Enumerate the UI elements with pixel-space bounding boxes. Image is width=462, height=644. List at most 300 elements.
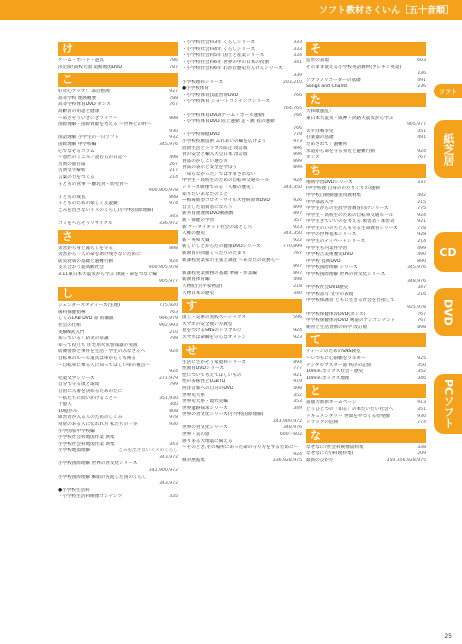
entry-title: 世界・美の旅 xyxy=(182,432,210,438)
index-entry xyxy=(306,414,426,421)
entry-title: 中学生・高校生のための自転車交通ルール xyxy=(182,178,270,184)
entry-title: ●小学校体育 xyxy=(182,86,209,92)
index-entry xyxy=(58,369,178,376)
index-entry xyxy=(182,277,302,284)
index-entry xyxy=(58,468,178,475)
entry-page: 210 xyxy=(169,329,178,335)
entry-title: 中学校自動動運実用教材集 xyxy=(306,192,362,198)
index-entry xyxy=(182,192,302,199)
entry-page: 491 xyxy=(417,135,426,141)
entry-page: 921 xyxy=(293,372,302,378)
index-entry xyxy=(306,458,426,465)
index-entry xyxy=(306,200,426,207)
entry-page: 216 xyxy=(417,291,426,297)
entry-page: 924 xyxy=(169,369,178,375)
entry-title: ティーンのためのSNS教室 xyxy=(306,349,361,355)
entry-title: ・小学校社会科4年 くらしシリーズ xyxy=(182,46,256,52)
tab-cd[interactable]: CD xyxy=(434,232,462,272)
index-entry xyxy=(182,185,302,192)
entry-title: 中学生のいのちとんも守る生命教育シリーズ xyxy=(306,225,398,231)
index-section xyxy=(58,230,178,286)
entry-page: 348,976 xyxy=(407,278,426,284)
index-entry xyxy=(182,335,302,342)
entry-page: 209 xyxy=(417,451,426,457)
index-entry xyxy=(306,445,426,452)
index-section xyxy=(58,73,178,227)
entry-title: 社会の仕組 xyxy=(58,323,81,328)
entry-page: 217 xyxy=(169,168,178,174)
index-entry xyxy=(306,272,426,279)
entry-page: 498 xyxy=(293,385,302,391)
entry-title: 人物日本の歴史 xyxy=(182,290,215,296)
index-entry xyxy=(58,272,178,279)
index-entry xyxy=(58,188,178,195)
entry-page: 973 xyxy=(293,138,302,144)
entry-title: 災害から身と暮らしを守る xyxy=(58,245,114,251)
entry-page: 921 xyxy=(417,219,426,225)
entry-page: 767 xyxy=(417,155,426,161)
entry-title: シリーズ映像でみる「人権の歴史」 xyxy=(182,185,256,191)
entry-title: ドキュメンタリー 世間をやつくる侍発酵 xyxy=(306,413,390,419)
entry-title: ・小学校社会科6年 世界の中の日本の役割 xyxy=(182,59,270,65)
index-entry xyxy=(58,208,178,215)
entry-title: 道徳力新新ホームページ xyxy=(306,400,357,406)
entry-page: 894 xyxy=(293,359,302,365)
index-entry xyxy=(306,239,426,246)
entry-title: 防衛警察と事件を生活・学生のみなさんへ xyxy=(58,349,146,355)
entry-page: 775 xyxy=(417,206,426,212)
index-title: ソフト教材さくいん［五十音順］ xyxy=(318,6,454,16)
index-entry xyxy=(58,461,178,468)
index-entry xyxy=(58,363,178,370)
tab-software[interactable]: ソフト xyxy=(434,84,462,98)
entry-page: 897 xyxy=(293,211,302,217)
index-entry xyxy=(306,180,426,187)
index-entry xyxy=(58,221,178,228)
index-entry xyxy=(306,407,426,414)
entry-title: 水道から命を守る身近と避難行動 xyxy=(306,148,375,154)
entry-page: 766 xyxy=(293,112,302,118)
section-heading: こ xyxy=(58,73,178,87)
entry-title: 生活に生かそう家庭科シリーズ xyxy=(182,359,247,365)
entry-page: 300 xyxy=(169,402,178,408)
index-entry xyxy=(58,429,178,436)
entry-title: 中学校保護者 ともに生きる社会を目指して xyxy=(306,298,395,304)
entry-title: 中学校吉美術歴史DVD xyxy=(306,252,353,258)
index-entry xyxy=(58,109,178,116)
entry-page: 347 xyxy=(417,285,426,291)
entry-page: 925 xyxy=(417,355,426,361)
entry-page: 333 xyxy=(293,46,302,52)
index-entry xyxy=(306,451,426,458)
entry-page: 338 xyxy=(417,444,426,450)
index-entry xyxy=(58,201,178,208)
index-entry xyxy=(58,316,178,323)
entry-page: 897 xyxy=(293,270,302,276)
index-entry xyxy=(58,475,178,482)
entry-title: 中学校書写 文字の表現 xyxy=(306,291,354,297)
entry-page: 898 xyxy=(169,245,178,251)
index-entry xyxy=(306,84,426,91)
entry-title: 小学校国際理解 世界の食文化シリーズ xyxy=(58,461,138,467)
entry-title: ・小学校社会科3年 くらしシリーズ xyxy=(182,40,256,45)
entry-page: 491 xyxy=(417,77,426,83)
entry-title: 新・保健の学習 xyxy=(182,218,215,224)
entry-page: 214 xyxy=(169,174,178,180)
index-entry xyxy=(58,356,178,363)
entry-title: ～意匠のミニル／読む五の日記～ xyxy=(58,155,127,161)
entry-title: ～そのとき,その場所にあった命の守り方をするために～ xyxy=(182,445,299,451)
entry-page: 351 xyxy=(417,128,426,134)
entry-page: 764,765 xyxy=(283,105,302,111)
index-entry xyxy=(58,246,178,253)
entry-title: ・小学校体育 ショートコンテンツシリーズ xyxy=(182,99,271,105)
index-entry xyxy=(306,420,426,427)
entry-title: 食品のかしこい選び方 xyxy=(182,158,228,164)
index-entry xyxy=(182,271,302,278)
entry-page: 492 xyxy=(417,192,426,198)
entry-title: 国語理解 小学生の一日ソフト xyxy=(58,135,120,141)
entry-title: ごみを出さないイメのくらし(小学校国際理解) xyxy=(58,207,154,213)
index-entry xyxy=(58,259,178,266)
index-column-1 xyxy=(58,40,178,503)
index-entry xyxy=(58,488,178,495)
entry-page: 974 xyxy=(169,201,178,207)
entry-title: どうひとつの「知る」の本たいたい社会へ xyxy=(306,406,394,412)
entry-title: 世界の食文化シリーズ(小学校国際理解) xyxy=(182,412,264,418)
entry-title: 人権の歴史 xyxy=(182,231,205,237)
tab-pc-software[interactable]: PCソフト xyxy=(434,374,462,434)
entry-page: 357 xyxy=(293,218,302,224)
entry-title: 「知らなかった」ではすまされない xyxy=(182,171,256,177)
index-entry xyxy=(58,58,178,65)
entry-title: 自分で守る僕と環境 xyxy=(58,382,100,388)
entry-page: 787 xyxy=(169,64,178,70)
entry-page: 923 xyxy=(293,224,302,230)
index-entry xyxy=(58,494,178,501)
entry-page: 335 xyxy=(169,494,178,500)
entry-page: 900,905,978 xyxy=(148,265,178,271)
entry-page: 352 xyxy=(293,392,302,398)
entry-title: 自立した消費者になろう xyxy=(182,204,233,210)
index-entry xyxy=(306,71,426,78)
index-entry xyxy=(58,155,178,162)
index-entry xyxy=(58,162,178,169)
index-entry xyxy=(182,244,302,251)
entry-page: 498 xyxy=(293,277,302,283)
entry-page: 351,930 xyxy=(159,395,178,401)
index-section xyxy=(306,384,426,426)
entry-page: 348,976 xyxy=(283,425,302,431)
entry-title: 小学校社会科地図作業 典集 xyxy=(58,441,115,447)
index-entry xyxy=(182,165,302,172)
section-heading: し xyxy=(58,287,178,301)
entry-page: 600～602 xyxy=(279,432,302,438)
entry-title: 太平洋戦争史 xyxy=(306,128,334,134)
entry-page: 775,920 xyxy=(159,303,178,309)
entry-title: 小学校校旗技術 ふれあいの輪を広げよう xyxy=(182,138,267,144)
index-entry xyxy=(58,376,178,383)
index-entry xyxy=(306,116,426,123)
index-entry xyxy=(306,219,426,226)
entry-title: 実験N武入門 xyxy=(58,329,85,335)
index-entry xyxy=(306,149,426,156)
entry-title: 高等学校体育DVD ダンス xyxy=(58,102,111,108)
entry-title: 中学部落入学 xyxy=(306,199,334,205)
entry-title: 打楽器の基礎 xyxy=(306,135,334,141)
index-entry xyxy=(58,435,178,442)
entry-title: スマホは命綱を守らなオメトン xyxy=(182,334,247,340)
entry-page: 345,976 xyxy=(159,141,178,147)
entry-title: 十億人 xyxy=(58,402,72,408)
index-entry xyxy=(306,318,426,325)
index-entry xyxy=(182,432,302,439)
index-entry xyxy=(182,328,302,335)
index-entry xyxy=(182,93,302,100)
entry-title: 西洋音楽への自分のDVD xyxy=(182,385,234,391)
entry-title: 国際理解 中学校編 xyxy=(58,141,97,147)
index-entry xyxy=(306,363,426,370)
entry-title: 知って役立ち 住宅用火災警報器の実演 xyxy=(58,342,138,348)
entry-page: 349 xyxy=(293,405,302,411)
entry-title: 心でなぞるコラム xyxy=(58,148,95,154)
entry-page: 900,905,978 xyxy=(148,188,178,194)
index-entry xyxy=(306,142,426,149)
entry-page: 352 xyxy=(417,369,426,375)
entry-page: 798 xyxy=(169,336,178,342)
index-entry xyxy=(58,65,178,72)
entry-page: 343 xyxy=(169,441,178,447)
index-entry xyxy=(306,186,426,193)
index-section xyxy=(306,429,426,465)
page-number: 25 xyxy=(444,633,452,640)
index-entry xyxy=(306,213,426,220)
entry-title: 新・英和大蔵 xyxy=(182,237,210,243)
index-entry xyxy=(58,265,178,272)
entry-title: 10min.ボックス社会・歴史 xyxy=(306,369,364,375)
index-entry xyxy=(58,330,178,337)
entry-title: 国際理解・国際貢献を考える ～世界との絆～ xyxy=(58,122,152,128)
index-entry xyxy=(58,214,178,221)
index-section xyxy=(182,344,302,466)
entry-page: 905,977 xyxy=(407,122,426,128)
entry-title: 中学生・高校生のための自転車交通ルール xyxy=(306,212,394,218)
index-entry xyxy=(182,238,302,245)
index-entry xyxy=(306,58,426,65)
entry-title: 性の多様性とLGBTQ xyxy=(182,379,226,385)
entry-title: 10min.ボックス地理 xyxy=(306,375,350,381)
entry-page: 774 xyxy=(417,420,426,426)
entry-page: 898 xyxy=(417,324,426,330)
index-column-2 xyxy=(182,40,302,467)
entry-title: 感り来る大地震に備える xyxy=(182,438,233,444)
index-entry xyxy=(182,264,302,271)
index-entry xyxy=(58,122,178,129)
index-entry xyxy=(182,60,302,67)
index-entry xyxy=(306,78,426,85)
entry-title: スマホの安全使い方教室 xyxy=(182,321,233,327)
entry-title: 中学校 技術DVD xyxy=(306,258,341,264)
entry-page: 271,979 xyxy=(159,375,178,381)
index-entry xyxy=(182,119,302,126)
entry-page: 996,979 xyxy=(159,316,178,322)
index-entry xyxy=(306,246,426,253)
index-section xyxy=(182,299,302,341)
index-entry xyxy=(182,53,302,60)
entry-title: 図工・美術の実践ペーシックス xyxy=(182,315,247,321)
entry-title: ダンス xyxy=(306,155,320,161)
index-entry xyxy=(182,66,302,73)
entry-page: 346 xyxy=(417,375,426,381)
entry-title: 知りたいあなたのこと xyxy=(182,191,228,197)
tab-kamishibai[interactable]: 紙芝居 xyxy=(434,120,462,178)
index-entry xyxy=(58,175,178,182)
entry-page: 770,899 xyxy=(283,244,302,250)
entry-title: 世界史大系 xyxy=(182,392,205,398)
entry-title: 歯科保健指導 xyxy=(58,309,86,315)
entry-title: 自転車のルール道具は車からくも関る xyxy=(58,355,137,361)
index-section xyxy=(306,333,426,382)
entry-title: 朝食と生活習慣の科学 改訂版 xyxy=(306,324,368,330)
entry-title: 地域学習DVDシリーズ xyxy=(306,179,353,185)
entry-page: 344,350 xyxy=(283,231,302,237)
index-entry xyxy=(182,445,302,452)
entry-page: 905,977 xyxy=(159,278,178,284)
index-entry xyxy=(58,135,178,142)
index-entry xyxy=(182,99,302,106)
index-section xyxy=(58,287,178,501)
index-entry xyxy=(306,193,426,200)
entry-title: 小学校理科シリーズ xyxy=(182,79,224,85)
entry-title: ～自転車に乗る人に知ってほしい車の視点～ xyxy=(58,362,150,368)
entry-page: 499 xyxy=(417,245,426,251)
entry-title: 新 ケータイネット社会の落とし穴 xyxy=(182,224,253,230)
entry-page: 344,350 xyxy=(283,185,302,191)
entry-title: 児童文学シリーズ xyxy=(58,375,95,381)
index-entry xyxy=(58,303,178,310)
index-entry xyxy=(306,285,426,292)
entry-title: 中学校社会DVD歴史 xyxy=(306,285,349,291)
entry-page: 992,993 xyxy=(159,323,178,328)
entry-title: 高齢者の用語と健康 xyxy=(58,108,100,114)
entry-title: 子どもの成長 xyxy=(58,194,86,200)
entry-page: 336,928,975 xyxy=(272,458,302,464)
entry-page: 923 xyxy=(293,334,302,340)
entry-title: 常倉のある人に伝われ方 私たちの一歩 xyxy=(58,421,138,427)
entry-page: 218 xyxy=(293,283,302,289)
index-entry xyxy=(182,419,302,426)
entry-title: 防災対策の基礎と避難行動 xyxy=(58,258,114,264)
entry-title: 古典文字解析 xyxy=(58,168,86,174)
section-heading: な xyxy=(306,429,426,443)
index-entry xyxy=(306,325,426,332)
entry-page: 215 xyxy=(417,199,426,205)
entry-page: 336,972 xyxy=(159,221,178,227)
entry-title: 造形の表現 xyxy=(306,58,329,63)
index-entry xyxy=(58,415,178,422)
entry-page: 343,972 xyxy=(159,454,178,460)
entry-title: ドラッグの危険 xyxy=(306,420,339,426)
index-entry xyxy=(182,315,302,322)
index-entry xyxy=(306,312,426,319)
entry-page: 340 xyxy=(293,290,302,296)
entry-page: 345,976 xyxy=(407,265,426,271)
index-entry xyxy=(182,231,302,238)
section-heading: た xyxy=(306,93,426,107)
entry-page: 334 xyxy=(293,53,302,59)
index-entry xyxy=(58,448,178,455)
entry-page: 343,972 xyxy=(159,481,178,487)
index-entry xyxy=(182,360,302,367)
entry-title: 3.11東日本大震災から学ぶ 津波・命をつなぐ輪 xyxy=(58,272,157,278)
entry-title: そのまま使える小学校英語教材(ブレキン英語) xyxy=(306,64,402,70)
entry-title: 大和歌風乱！ xyxy=(306,108,334,114)
index-column-3 xyxy=(306,40,426,467)
index-entry xyxy=(306,226,426,233)
entry-title: 食品の表示と安全を学ぼう xyxy=(182,165,238,171)
index-entry xyxy=(182,86,302,93)
entry-title: ・小学校体育DVD 陸上運動 走・跳 投の運動 xyxy=(182,119,275,125)
entry-page: 342,900,972 xyxy=(148,468,178,474)
entry-page: 786 xyxy=(169,58,178,63)
entry-title: ～いつもに心掛頼をラルモ～ xyxy=(306,355,366,361)
entry-title: ・小学校体育DVD(ゲーム・ボール運動) xyxy=(182,112,265,118)
index-entry xyxy=(182,225,302,232)
index-entry xyxy=(58,455,178,462)
index-entry xyxy=(182,146,302,153)
index-header-bar xyxy=(0,0,462,20)
entry-page: 924 xyxy=(417,212,426,218)
entry-page: ごみを出さないイメのくらし xyxy=(118,448,178,454)
entry-page: 924 xyxy=(293,328,302,334)
entry-page: 203,210 xyxy=(283,79,302,85)
entry-title: 性について考えてほしいもの xyxy=(182,372,242,378)
index-entry xyxy=(182,251,302,258)
index-entry xyxy=(182,113,302,120)
index-entry xyxy=(58,89,178,96)
index-entry xyxy=(182,106,302,113)
entry-title: 障害者が入る人のためのしくみ xyxy=(58,415,123,421)
entry-page: 778 xyxy=(417,225,426,231)
index-entry xyxy=(306,122,426,129)
index-entry xyxy=(182,218,302,225)
index-entry xyxy=(306,305,426,312)
index-entry xyxy=(58,422,178,429)
index-entry xyxy=(182,132,302,139)
entry-title: 世界の食文化シリーズ xyxy=(182,425,228,431)
index-entry xyxy=(306,292,426,299)
entry-page: 777 xyxy=(293,366,302,372)
entry-page: 767 xyxy=(169,102,178,108)
entry-title: 中学生も内業件学習 xyxy=(306,245,348,251)
entry-page: 924 xyxy=(417,148,426,154)
entry-title: 新教育の問題くったりのたまり xyxy=(182,251,247,256)
entry-page: 788 xyxy=(169,95,178,101)
entry-title: 食の安全と輸入大豆日本 改訂版 xyxy=(182,152,248,158)
section-heading: て xyxy=(306,333,426,347)
entry-title: 中学校保健体育DVD(ダンス) xyxy=(306,311,366,317)
entry-page: 924 xyxy=(293,451,302,457)
entry-page: 766 xyxy=(293,92,302,98)
entry-page: 928 xyxy=(417,232,426,238)
entry-title: なぜなに?社会科映像資料集 xyxy=(306,444,364,450)
entry-title: 新しいしとからだの健康DVDシリーズ xyxy=(182,244,261,250)
index-entry xyxy=(306,259,426,266)
index-entry xyxy=(182,80,302,87)
entry-title: ソプラノリコーダーの基礎 xyxy=(306,77,361,83)
entry-page: 890 xyxy=(417,258,426,264)
tab-dvd[interactable]: DVD xyxy=(434,288,462,336)
